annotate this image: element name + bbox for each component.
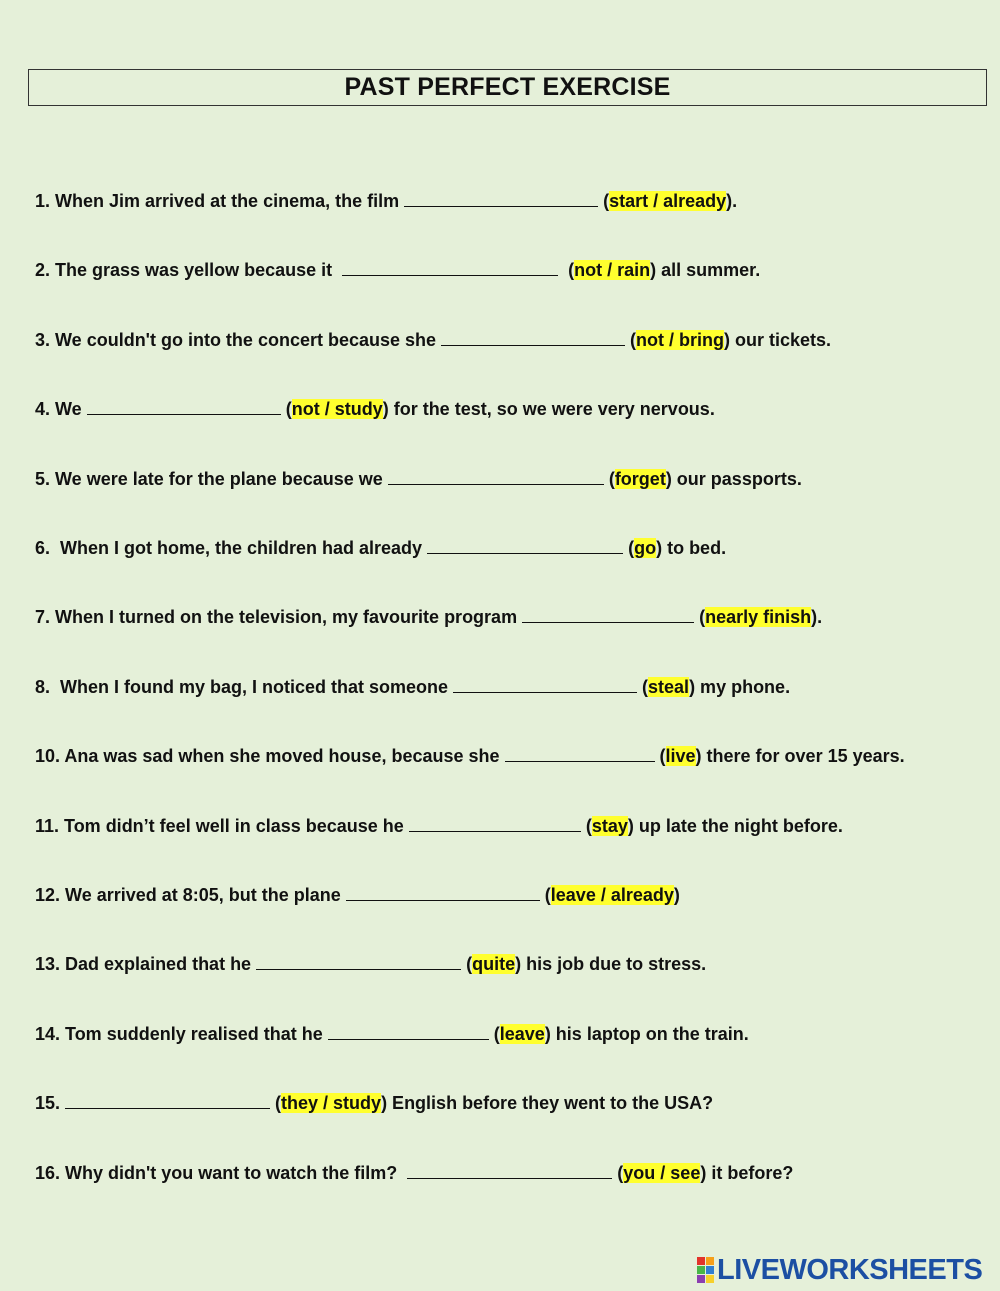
question-number: 12. (35, 885, 66, 905)
verb-hint: go (634, 538, 657, 558)
answer-blank[interactable] (427, 537, 623, 554)
answer-blank[interactable] (65, 1092, 270, 1109)
question-ending: ) to bed. (656, 538, 727, 558)
answer-blank[interactable] (342, 259, 558, 276)
answer-blank[interactable] (441, 329, 625, 346)
question-text: The grass was yellow because it (55, 260, 343, 280)
verb-hint: live (665, 746, 696, 766)
question-number: 7. (35, 607, 56, 627)
question-number: 15. (35, 1093, 66, 1113)
question-text: We couldn't go into the concert because she (55, 330, 442, 350)
question-ending: ) my phone. (689, 677, 791, 697)
question-5 (35, 468, 802, 490)
question-number: 4. (35, 399, 56, 419)
open-paren: ( (270, 1093, 282, 1113)
open-paren: ( (539, 885, 551, 905)
question-number: 2. (35, 260, 56, 280)
question-text: We (55, 399, 87, 419)
question-text: When I got home, the children had already (55, 538, 428, 558)
question-text: Tom didn’t feel well in class because he (64, 816, 409, 836)
open-paren: ( (598, 191, 610, 211)
question-2 (35, 259, 760, 281)
question-ending: ) his job due to stress. (515, 954, 707, 974)
title-box (28, 69, 987, 106)
logo-square (697, 1257, 705, 1265)
question-number: 8. (35, 677, 56, 697)
question-number: 6. (35, 538, 56, 558)
answer-blank[interactable] (522, 606, 694, 623)
verb-hint: leave / already (550, 885, 674, 905)
question-ending: ) it before? (700, 1163, 794, 1183)
logo-square (706, 1266, 714, 1274)
question-10 (35, 745, 905, 767)
logo-mark-icon (697, 1257, 714, 1283)
question-3 (35, 329, 831, 351)
question-text: When I turned on the television, my favourite program (55, 607, 523, 627)
verb-hint: you / see (623, 1163, 701, 1183)
question-13 (35, 953, 706, 975)
open-paren: ( (603, 469, 615, 489)
question-4 (35, 398, 715, 420)
verb-hint: nearly finish (705, 607, 812, 627)
open-paren: ( (637, 677, 649, 697)
verb-hint: forget (614, 469, 666, 489)
verb-hint: they / study (281, 1093, 382, 1113)
open-paren: ( (694, 607, 706, 627)
open-paren: ( (558, 260, 575, 280)
answer-blank[interactable] (388, 468, 604, 485)
question-ending: ). (726, 191, 738, 211)
question-text: Tom suddenly realised that he (65, 1024, 328, 1044)
verb-hint: quite (472, 954, 516, 974)
question-ending: ) English before they went to the USA? (381, 1093, 714, 1113)
question-number: 13. (35, 954, 66, 974)
question-text: We arrived at 8:05, but the plane (65, 885, 346, 905)
question-16 (35, 1162, 793, 1184)
question-15 (35, 1092, 713, 1114)
question-number: 5. (35, 469, 56, 489)
page-title: PAST PERFECT EXERCISE (344, 73, 671, 101)
open-paren: ( (488, 1024, 500, 1044)
question-ending: ) up late the night before. (627, 816, 843, 836)
question-ending: ) for the test, so we were very nervous. (382, 399, 715, 419)
question-number: 10. (35, 746, 65, 766)
verb-hint: stay (591, 816, 628, 836)
question-text: When I found my bag, I noticed that someone (55, 677, 454, 697)
liveworksheets-logo (697, 1255, 982, 1285)
open-paren: ( (280, 399, 292, 419)
question-ending: ) our tickets. (724, 330, 832, 350)
open-paren: ( (461, 954, 473, 974)
answer-blank[interactable] (505, 745, 655, 762)
answer-blank[interactable] (87, 398, 281, 415)
question-number: 11. (35, 816, 65, 836)
open-paren: ( (612, 1163, 624, 1183)
question-text: Ana was sad when she moved house, because she (64, 746, 505, 766)
verb-hint: steal (648, 677, 690, 697)
question-number: 16. (35, 1163, 66, 1183)
logo-square (697, 1266, 705, 1274)
logo-text: LIVEWORKSHEETS (717, 1253, 983, 1286)
answer-blank[interactable] (409, 815, 581, 832)
logo-square (706, 1275, 714, 1283)
question-ending: ) there for over 15 years. (695, 746, 905, 766)
question-ending: ) (673, 885, 680, 905)
question-7 (35, 606, 822, 628)
answer-blank[interactable] (256, 953, 461, 970)
question-14 (35, 1023, 749, 1045)
question-text: When Jim arrived at the cinema, the film (55, 191, 405, 211)
verb-hint: not / study (291, 399, 383, 419)
question-ending: ) our passports. (665, 469, 802, 489)
question-11 (35, 815, 843, 837)
question-6 (35, 537, 726, 559)
open-paren: ( (625, 330, 637, 350)
question-text: Why didn't you want to watch the film? (65, 1163, 408, 1183)
question-8 (35, 676, 790, 698)
question-ending: ) all summer. (650, 260, 761, 280)
question-ending: ). (811, 607, 823, 627)
verb-hint: not / bring (636, 330, 725, 350)
question-number: 14. (35, 1024, 66, 1044)
answer-blank[interactable] (404, 190, 598, 207)
question-1 (35, 190, 737, 212)
verb-hint: not / rain (574, 260, 651, 280)
question-text: Dad explained that he (65, 954, 257, 974)
open-paren: ( (580, 816, 592, 836)
logo-square (697, 1275, 705, 1283)
answer-blank[interactable] (346, 884, 540, 901)
question-ending: ) his laptop on the train. (544, 1024, 749, 1044)
verb-hint: leave (499, 1024, 545, 1044)
question-text: We were late for the plane because we (55, 469, 388, 489)
answer-blank[interactable] (407, 1162, 612, 1179)
answer-blank[interactable] (453, 676, 637, 693)
answer-blank[interactable] (328, 1023, 489, 1040)
question-number: 1. (35, 191, 56, 211)
question-number: 3. (35, 330, 56, 350)
question-12 (35, 884, 680, 906)
logo-square (706, 1257, 714, 1265)
verb-hint: start / already (609, 191, 727, 211)
open-paren: ( (654, 746, 666, 766)
open-paren: ( (623, 538, 635, 558)
